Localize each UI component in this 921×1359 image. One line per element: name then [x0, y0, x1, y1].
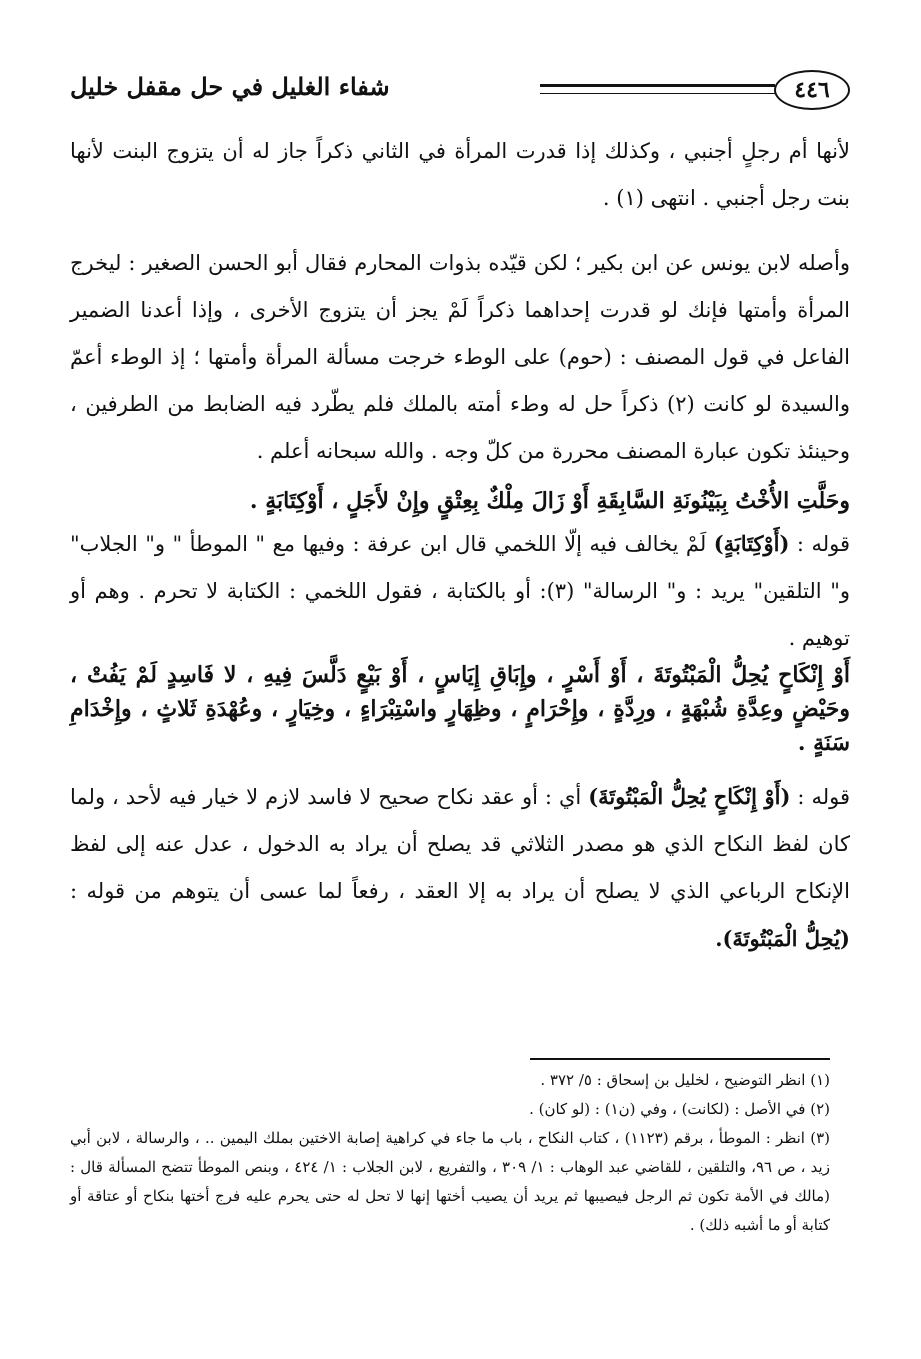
paragraph-3 [70, 520, 850, 662]
page-number: ٤٤٦ [774, 70, 850, 110]
footnote-divider [530, 1058, 830, 1060]
matn-text-2 [70, 658, 850, 760]
paragraph-1-text: لأنها أم رجلٍ أجنبي ، وكذلك إذا قدرت المرأة في الثاني ذكراً جاز له أن يتزوج البنت لأنها بنت رجل أجنبي . انتهى (١) . [70, 139, 850, 210]
footnote-2: (٢) في الأصل : (لكانت) ، وفي (ن١) : (لو كان) . [529, 1100, 830, 1118]
paragraph-4-prefix: قوله : [790, 785, 850, 809]
paragraph-4-quote-2: (يُحِلُّ الْمَبْتُوتَةَ). [715, 926, 850, 951]
paragraph-2 [70, 240, 850, 475]
paragraph-4 [70, 773, 850, 963]
matn-2-text: أَوْ إِنْكَاحٍ يُحِلُّ الْمَبْتُوتَةَ ، أَوْ أَسْرٍ ، وإِبَاقِ إِيَاسٍ ، أَوْ بَيْعٍ دَلَّسَ فِيهِ ، لا فَاسِدٍ لَمْ يَفُتْ ، وحَيْضٍ وعِدَّةِ شُبْهَةٍ ، ورِدَّةٍ ، وإِحْرَامٍ ، وظِهَارٍ واسْتِبْرَاءٍ ، وخِيَارٍ ، وعُهْدَةِ ثَلاثٍ ، وإِخْدَامِ سَنَةٍ . [70, 662, 850, 756]
paragraph-4-text [70, 773, 850, 963]
footnote-1: (١) انظر التوضيح ، لخليل بن إسحاق : ٥/ ٣٧٢ . [540, 1071, 830, 1089]
page-header [70, 68, 850, 118]
paragraph-3-prefix: قوله : [789, 532, 850, 556]
book-title: شفاء الغليل في حل مقفل خليل [70, 72, 390, 101]
header-rule [540, 84, 775, 94]
paragraph-4-quote: (أَوْ إِنْكَاحٍ يُحِلُّ الْمَبْتُوتَةَ) [588, 784, 791, 809]
paragraph-4-rest: أي : أو عقد نكاح صحيح لا فاسد لازم لا خيار فيه لأحد ، ولما كان لفظ النكاح الذي هو مصدر الثلاثي قد يصلح أن يراد به الدخول ، عدل عنه إلى لفظ الإنكاح الرباعي الذي لا يصلح أن يراد به إلا العقد ، رفعاً لما عسى أن يتوهم من قوله : [70, 785, 850, 903]
paragraph-1 [70, 128, 850, 222]
paragraph-3-quote: (أَوْكِتَابَةٍ) [713, 531, 790, 556]
matn-text-1 [70, 478, 850, 525]
paragraph-2-text: وأصله لابن يونس عن ابن بكير ؛ لكن قيّده بذوات المحارم فقال أبو الحسن الصغير : ليخرج المرأة وأمتها فإنك لو قدرت إحداهما ذكراً لَمْ يجز أن يتزوج الأخرى ، وإذا أعدنا الضمير الفاعل في قول المصنف : (حوم) على الوطء خرجت مسألة المرأة وأمتها ؛ إذ الوطء أعمّ والسيدة لو كانت (٢) ذكراً حل له وطء أمته بالملك فلم يطّرد فيه الضابط من الطرفين ، وحينئذ تكون عبارة المصنف محررة من كلّ وجه . والله سبحانه أعلم . [70, 251, 850, 463]
matn-1-text: وحَلَّتِ الأُخْتُ بِبَيْنُونَةِ السَّابِقَةِ أَوْ زَالَ مِلْكٌ بِعِتْقٍ وإِنْ لأَجَلٍ ، أَوْكِتَابَةٍ . [249, 488, 850, 514]
footnotes [70, 1066, 830, 1240]
paragraph-3-text [70, 520, 850, 662]
footnote-3: (٣) انظر : الموطأ ، برقم (١١٢٣) ، كتاب النكاح ، باب ما جاء في كراهية إصابة الاختين بملك اليمين .. ، والرسالة ، لابن أبي زيد ، ص ٩٦، والتلقين ، للقاضي عبد الوهاب : ١/ ٣٠٩ ، والتفريع ، لابن الجلاب : ١/ ٤٢٤ ، وبنص الموطأ تتضح المسألة قال : (مالك في الأمة تكون ثم الرجل فيصيبها ثم يريد أن يصيب أختها إنها لا تحل له حتى يحرم عليه فرج أختها بنكاح أو عتاقة أو كتابة أو ما أشبه ذلك) . [70, 1129, 831, 1234]
paragraph-3-rest: لَمْ يخالف فيه إلّا اللخمي قال ابن عرفة : وفيها مع " الموطأ " و" الجلاب" و" التلقين" يريد : و" الرسالة" (٣): أو بالكتابة ، فقول اللخمي : الكتابة لا تحرم . وهم أو توهيم . [70, 532, 850, 650]
